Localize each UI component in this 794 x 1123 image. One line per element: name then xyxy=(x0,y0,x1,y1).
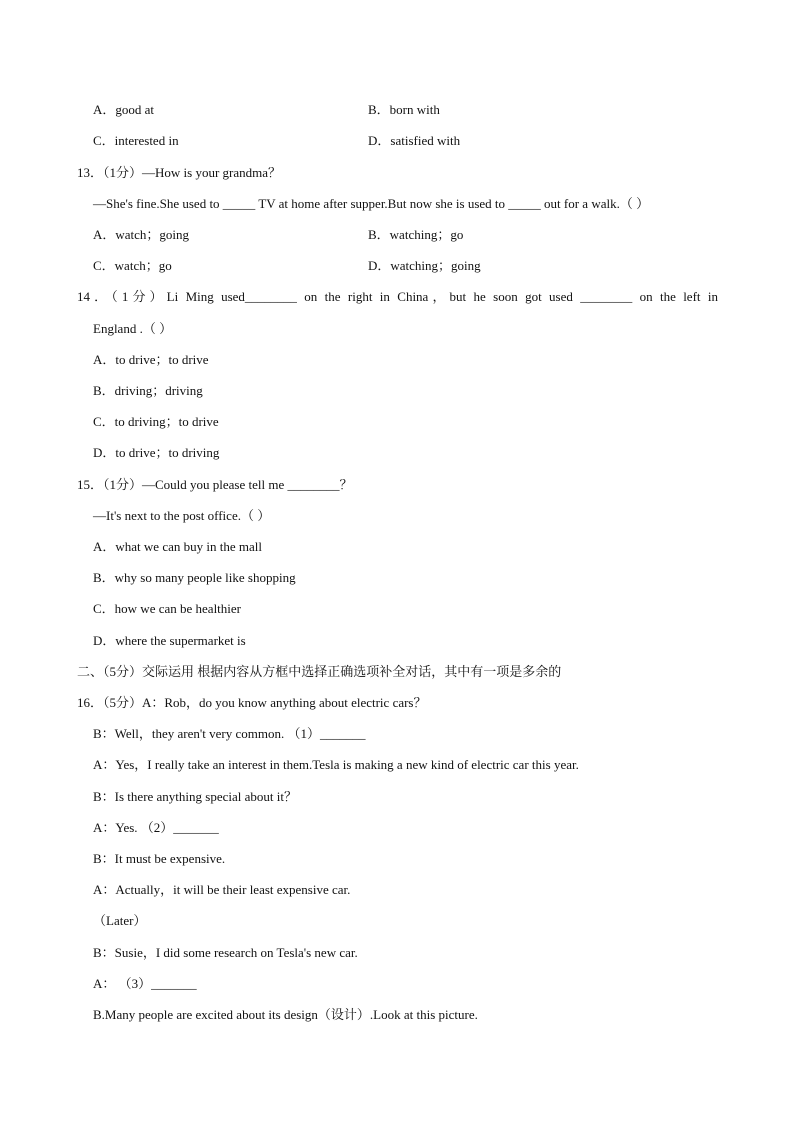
q16-dialogue-line: A：Yes. （2）_______ xyxy=(93,820,219,835)
q15-option-c: C．how we can be healthier xyxy=(93,601,242,616)
q14-option-b: B．driving；driving xyxy=(93,383,203,398)
q12-option-d: D．satisfied with xyxy=(368,133,461,148)
q16-dialogue-line: B：It must be expensive. xyxy=(93,851,226,866)
q16-dialogue-line: A： （3）_______ xyxy=(93,976,197,991)
q12-option-c: C．interested in xyxy=(93,133,179,148)
q13-stem: 13．（1分）—How is your grandma？ xyxy=(77,165,282,180)
q14-option-c: C．to driving；to drive xyxy=(93,414,219,429)
section2-heading: 二、（5分）交际运用 根据内容从方框中选择正确选项补全对话，其中有一项是多余的 xyxy=(77,664,562,679)
q16-dialogue-line: （Later） xyxy=(93,913,147,928)
q14-line2: England .（ ） xyxy=(93,321,173,336)
q16-dialogue-line: B：Susie，I did some research on Tesla's new car. xyxy=(93,945,358,960)
q13-option-c: C．watch；go xyxy=(93,258,172,273)
q13-option-b: B．watching；go xyxy=(368,227,464,242)
q14-option-d: D．to drive；to driving xyxy=(93,445,220,460)
q13-option-a: A．watch；going xyxy=(93,227,190,242)
q12-option-b: B．born with xyxy=(368,102,440,117)
q15-line2: —It's next to the post office.（ ） xyxy=(93,508,271,523)
q16-dialogue-line: A：Yes，I really take an interest in them.Tesla is making a new kind of electric car this year. xyxy=(93,757,579,772)
q13-option-d: D．watching；going xyxy=(368,258,481,273)
q14-stem: 14．（1分）Li Ming used________ on the right in China，but he soon got used ________ on the left in xyxy=(77,289,718,304)
q16-dialogue-line: A：Actually，it will be their least expensive car. xyxy=(93,882,351,897)
q12-option-a: A．good at xyxy=(93,102,155,117)
q14-option-a: A．to drive；to drive xyxy=(93,352,209,367)
q15-option-b: B．why so many people like shopping xyxy=(93,570,296,585)
q15-option-a: A．what we can buy in the mall xyxy=(93,539,262,554)
q16-dialogue-line: B.Many people are excited about its design（设计）.Look at this picture. xyxy=(93,1007,478,1022)
q16-dialogue-line: B：Well，they aren't very common. （1）_______ xyxy=(93,726,366,741)
q16-dialogue-line: B：Is there anything special about it？ xyxy=(93,789,297,804)
q16-stem: 16．（5分）A：Rob，do you know anything about electric cars？ xyxy=(77,695,427,710)
q15-stem: 15．（1分）—Could you please tell me ________？ xyxy=(77,477,353,492)
q13-line2: —She's fine.She used to _____ TV at home after supper.But now she is used to _____ out for a walk.（ ） xyxy=(93,196,650,211)
q15-option-d: D．where the supermarket is xyxy=(93,633,246,648)
